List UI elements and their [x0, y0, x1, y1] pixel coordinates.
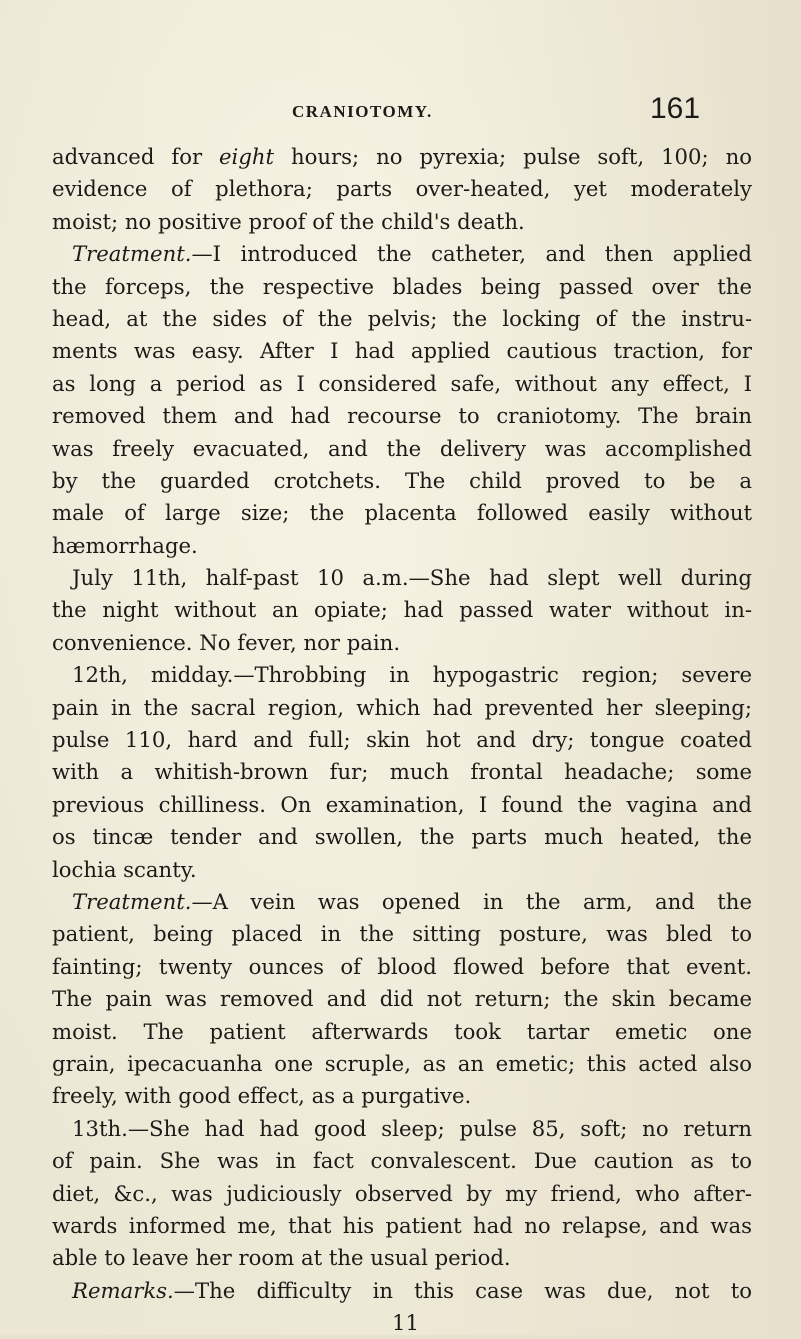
text-line: male of large size; the placenta followed easily without [52, 500, 752, 526]
page-number: 161 [650, 92, 701, 125]
signature-mark: 11 [392, 1310, 419, 1336]
text-line: diet, &c., was judiciously observed by my friend, who after- [52, 1180, 752, 1206]
section-label-remarks: Remarks. [72, 1277, 174, 1303]
section-label-treatment: Treatment. [72, 241, 192, 267]
text-line: freely, with good effect, as a purgative. [52, 1083, 472, 1109]
text-line: The pain was removed and did not return; the skin became [52, 986, 752, 1012]
text-line: moist. The patient afterwards took tartar emetic one [52, 1018, 752, 1044]
text-line: Remarks.—The difficulty in this case was due, not to [72, 1277, 752, 1303]
section-label-treatment: Treatment. [72, 888, 192, 914]
text-line: Treatment.—I introduced the catheter, and then applied [72, 241, 752, 267]
text-line: evidence of plethora; parts over-heated, yet moderately [52, 176, 752, 202]
text-line: fainting; twenty ounces of blood flowed before that event. [52, 953, 752, 979]
text-line: head, at the sides of the pelvis; the locking of the instru- [52, 305, 752, 331]
page-header [0, 92, 801, 132]
text-line: 12th, midday.—Throbbing in hypogastric region; severe [72, 662, 752, 688]
text-line: ments was easy. After I had applied cautious traction, for [52, 338, 752, 364]
text-line: lochia scanty. [52, 856, 197, 882]
running-head: CRANIOTOMY. [292, 102, 433, 121]
text-line: previous chilliness. On examination, I found the vagina and [52, 791, 752, 817]
text-line: patient, being placed in the sitting posture, was bled to [52, 921, 752, 947]
text-line: convenience. No fever, nor pain. [52, 629, 401, 655]
text-line: able to leave her room at the usual period. [52, 1245, 511, 1271]
text-line: os tincæ tender and swollen, the parts much heated, the [52, 824, 752, 850]
text-line: grain, ipecacuanha one scruple, as an emetic; this acted also [52, 1050, 752, 1076]
text-line: Treatment.—A vein was opened in the arm, and the [72, 888, 752, 914]
text-line: 13th.—She had had good sleep; pulse 85, soft; no return [72, 1115, 752, 1141]
text-line: July 11th, half-past 10 a.m.—She had slept well during [72, 565, 752, 591]
text-line: moist; no positive proof of the child's death. [52, 208, 525, 234]
text-line: hæmorrhage. [52, 532, 198, 558]
text-line: by the guarded crotchets. The child proved to be a [52, 467, 752, 493]
body-text [52, 141, 752, 1339]
text-line: of pain. She was in fact convalescent. Due caution as to [52, 1148, 752, 1174]
text-line: as long a period as I considered safe, without any effect, I [52, 370, 752, 396]
text-line: pulse 110, hard and full; skin hot and dry; tongue coated [52, 727, 752, 753]
text-line: removed them and had recourse to craniotomy. The brain [52, 403, 752, 429]
text-line: was freely evacuated, and the delivery was accomplished [52, 435, 752, 461]
text-line: wards informed me, that his patient had no relapse, and was [52, 1212, 752, 1238]
text-line: the forceps, the respective blades being passed over the [52, 273, 752, 299]
text-line: with a whitish-brown fur; much frontal headache; some [52, 759, 752, 785]
text-line: the night without an opiate; had passed water without in- [52, 597, 752, 623]
text-line: pain in the sacral region, which had prevented her sleeping; [52, 694, 752, 720]
text-line: advanced for eight hours; no pyrexia; pulse soft, 100; no [52, 144, 752, 169]
